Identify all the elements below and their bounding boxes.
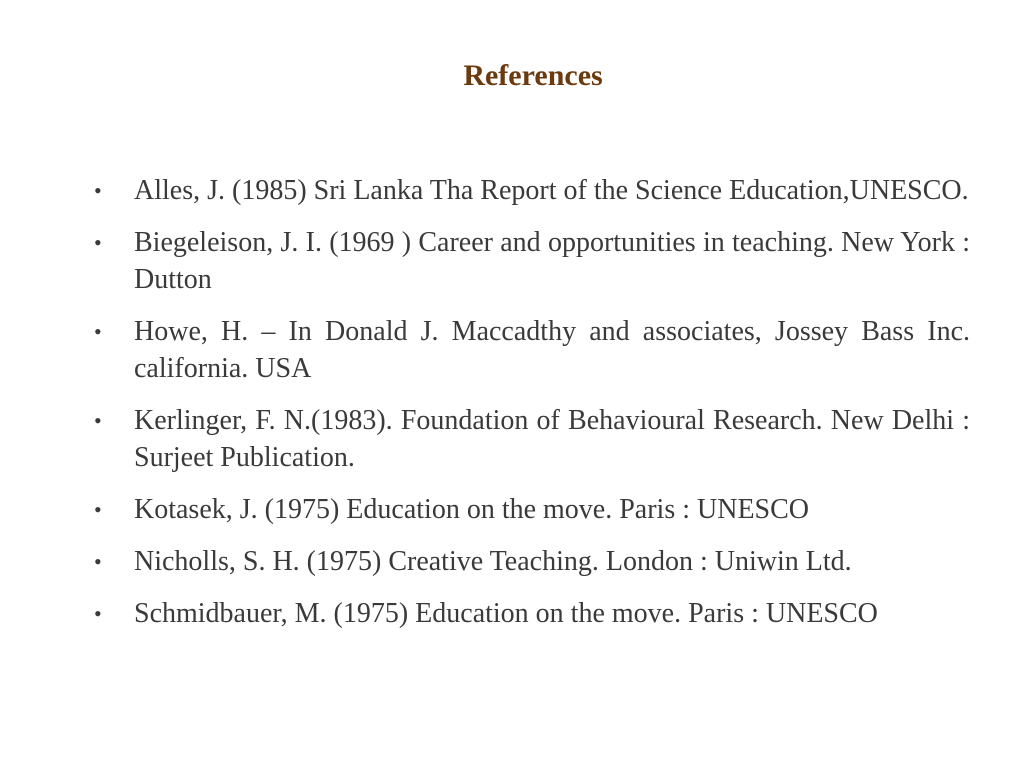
reference-item bbox=[92, 224, 970, 298]
reference-item bbox=[92, 543, 970, 580]
reference-text: Howe, H. – In Donald J. Maccadthy and associates, Jossey Bass Inc. california. USA bbox=[134, 316, 970, 384]
bullet-icon: • bbox=[94, 497, 102, 522]
reference-item bbox=[92, 313, 970, 387]
bullet-icon: • bbox=[94, 601, 102, 626]
reference-text: Schmidbauer, M. (1975) Education on the move. Paris : UNESCO bbox=[134, 598, 878, 629]
reference-item bbox=[92, 402, 970, 476]
bullet-icon: • bbox=[94, 408, 102, 433]
bullet-icon: • bbox=[94, 549, 102, 574]
reference-text: Biegeleison, J. I. (1969 ) Career and opportunities in teaching. New York : Dutton bbox=[134, 227, 970, 295]
bullet-icon: • bbox=[94, 178, 102, 203]
bullet-icon: • bbox=[94, 230, 102, 255]
reference-text: Nicholls, S. H. (1975) Creative Teaching. London : Uniwin Ltd. bbox=[134, 546, 852, 577]
reference-item bbox=[92, 595, 970, 632]
slide-title: References bbox=[463, 59, 603, 92]
reference-list bbox=[92, 172, 970, 647]
reference-item bbox=[92, 491, 970, 528]
reference-item bbox=[92, 172, 970, 209]
reference-text: Kotasek, J. (1975) Education on the move. Paris : UNESCO bbox=[134, 494, 810, 525]
reference-text: Alles, J. (1985) Sri Lanka Tha Report of the Science Education,UNESCO. bbox=[134, 175, 969, 206]
bullet-icon: • bbox=[94, 319, 102, 344]
reference-text: Kerlinger, F. N.(1983). Foundation of Behavioural Research. New Delhi : Surjeet Publication. bbox=[134, 405, 970, 473]
